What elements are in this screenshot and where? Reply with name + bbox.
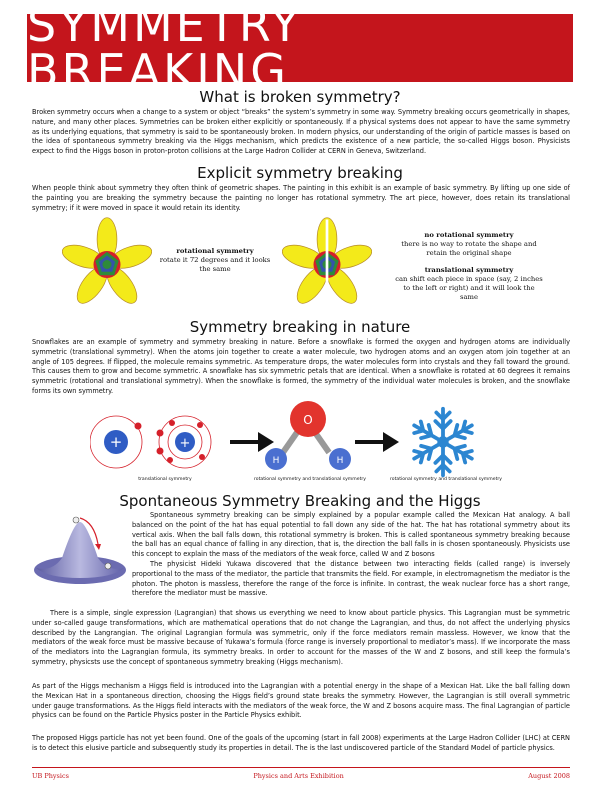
paragraph-higgs-3: There is a simple, single expression (Lagrangian) that shows us everything we need to know about particle physics. This Lagrangian must be symmetric under so-called gauge transformations, which are mathematical operations that do not change the Lagrangian, and thus, do not affect the underlying physics described by the Langrangian. The original Lagrangian formula was symmetric, only if the force mediators remain massless. However, we know that the mediators of the weak force must be massive because of Yukawa’s formula (force range is inversely proportional to mediator’s mass). If we incorporate the mass of the mediators into the Lagrangian formula, its symmetry breaks. In order to account for the masses of the W and Z bosons, and still keep the formula’s symmetry, physicsts use the concept of spontaneous symmetry breaking (Higgs mechanism). xyxy=(32,609,570,666)
atoms-illustration xyxy=(90,413,240,475)
water-molecule xyxy=(258,397,358,479)
caption-rot-text: rotate it 72 degrees and it looks the same xyxy=(159,256,271,273)
symmetric-star-painting xyxy=(62,217,152,312)
heading-what-is-broken-symmetry: What is broken symmetry? xyxy=(199,88,401,106)
paragraph-higgs-1: Spontaneous symmetry breaking can be simply explained by a popular example called the Mexican Hat analogy. A ball balanced on the point of the hat has equal potential to fall down any side of the hat. The hat has rotational symmetry about its vertical axis. When the ball falls down, this rotational symmetry is broken. This is called spontaneous symmetry breaking because the ball has an equal chance of falling in any direction, that is, the direction the ball falls in is chosen spontaneously. Physicists use this concept to explain the mass of the mediators of the weak force, called W and Z bosons xyxy=(132,511,570,559)
footer xyxy=(32,772,570,780)
paragraph-higgs-4: As part of the Higgs mechanism a Higgs field is introduced into the Lagrangian with a potential energy in the shape of a Mexican Hat. Like the ball falling down the Mexican Hat in a spontaneous direction, choosing the Higgs field’s ground state breaks the symmetry. However, the Lagrangian is still overall symmetric under gauge transformations. As the Higgs field interacts with the mediators of the weak force, the W and Z bosons acquire mass. The final Lagrangian of particle physics can be found on the Particle Physics poster in the Particle Physics exhibit. xyxy=(32,682,570,720)
atom-plus-left: + xyxy=(109,433,123,451)
heading-symmetry-breaking-in-nature: Symmetry breaking in nature xyxy=(189,318,411,336)
oxygen-label: O xyxy=(303,413,313,427)
heading-explicit-symmetry-breaking: Explicit symmetry breaking xyxy=(197,164,403,182)
hydrogen-label-left: H xyxy=(272,456,280,466)
caption-norot-text: there is no way to rotate the shape and retain the original shape xyxy=(401,240,537,257)
mexican-hat-illustration xyxy=(32,508,128,588)
caption-rot-title: rotational symmetry xyxy=(176,247,254,255)
atom-plus-right: + xyxy=(179,436,191,451)
label-rot-trans-mid: rotational symmetry and translational symmetry xyxy=(254,477,366,482)
caption-norot-title: no rotational symmetry xyxy=(424,231,514,239)
paragraph-what: Broken symmetry occurs when a change to a system or object “breaks” the system’s symmetry in some way. Symmetry breaking occurs geometrically in shapes, nature, and many other places. Symmetries can be broken either explicitly or spontaneously. If a physical systems does not appear to have the same symmetry as its underlying equations, that symmetry is said to be spontaneously broken. In modern physics, our understanding of the origin of particle masses is based on the idea of spontaneous symmetry breaking via the Higgs mechanism, which predicts the existence of a new particle, the so-called Higgs boson. Physicists expect to find the Higgs boson in proton-proton collisions at the Large Hadron Collider at CERN in Geneva, Switzerland. xyxy=(32,108,570,156)
footer-left: UB Physics xyxy=(32,772,69,780)
label-translational: translational symmetry xyxy=(138,477,192,482)
caption-no-rotational-symmetry xyxy=(395,231,543,258)
caption-translational-symmetry xyxy=(395,266,543,302)
paragraph-higgs-5: The proposed Higgs particle has not yet been found. One of the goals of the upcoming (start in fall 2008) experiments at the Large Hadron Collider (LHC) at CERN is to detect this elusive particle and subsequently study its properties in detail. The is the last undiscovered particle of the Standard Model of particle physics. xyxy=(32,734,570,752)
broken-star-painting xyxy=(282,217,372,312)
footer-right: August 2008 xyxy=(528,772,570,780)
paragraph-explicit: When people think about symmetry they often think of geometric shapes. The painting in this exhibit is an example of basic symmetry. By lifting up one side of the painting you are breaking the symmetry because the painting no longer has rotational symmetry. The art piece, however, does retain its translational symmetry; if it were moved in space it would retain its identity. xyxy=(32,184,570,212)
caption-rotational-symmetry xyxy=(155,247,275,274)
caption-trans-title: translational symmetry xyxy=(424,266,514,274)
paragraph-nature: Snowflakes are an example of symmetry and symmetry breaking in nature. Before a snowflake is formed the oxygen and hydrogen atoms are individually symmetric (translational symmetry). When the atoms join together to create a water molecule, two hydrogen atoms and an oxygen atom join together at an angle of 105 degrees. If flipped, the molecule remains symmetric. As temperature drops, the water molecules form into crystals and they fall toward the ground. This causes them to grow and become symmetric. A snowflake has six symmetric petals that are identical. When a snowflake is rotated at 60 degrees it remains symmetric (rotational and translational symmetry). When the snowflake is formed, the symmetry of the individual water molecules is broken, and the snowflake forms its own symmetry. xyxy=(32,338,570,395)
heading-spontaneous-symmetry-breaking: Spontaneous Symmetry Breaking and the Higgs xyxy=(119,492,481,510)
label-rot-trans-right: rotational symmetry and translational symmetry xyxy=(390,477,502,482)
footer-rule xyxy=(32,767,570,768)
snowflake-icon xyxy=(405,404,481,480)
page-title: SYMMETRY BREAKING xyxy=(27,0,302,98)
footer-center: Physics and Arts Exhibition xyxy=(253,772,344,780)
hydrogen-label-right: H xyxy=(336,456,344,466)
caption-trans-text: can shift each piece in space (say, 2 inches to the left or right) and it will look the same xyxy=(395,275,543,301)
arrow-2 xyxy=(355,430,400,454)
paragraph-higgs-2: The physicist Hideki Yukawa discovered that the distance between two interacting fields (called range) is inversely proportional to the mass of the mediator, the particle that transmits the field. For example, in electromagnetism the mediator is the photon. The photon is massless, therefore the range of the force is infinite. In contrast, the weak nuclear force has a short range, therefore the mediator must be massive. xyxy=(132,560,570,598)
